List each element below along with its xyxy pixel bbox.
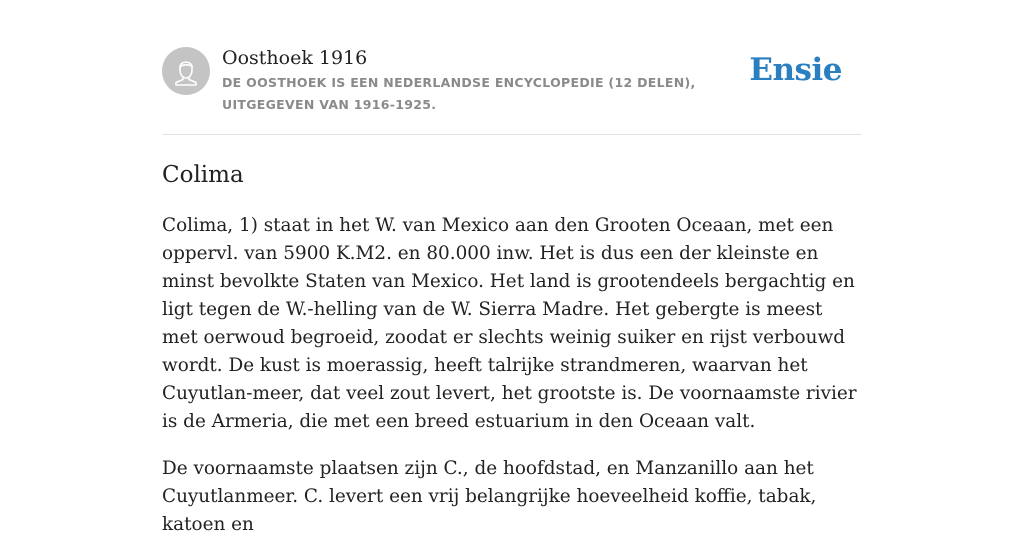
article-paragraph-1: Colima, 1) staat in het W. van Mexico aan den Grooten Oceaan, met een oppervl. van 5900 K.M2. en 80.000 inw. Het is dus een der kleinste en minst bevolkte Staten van Mexico. Het land is grootendeels bergachtig en ligt tegen de W.-helling van de W. Sierra Madre. Het gebergte is meest met oerwoud begroeid, zoodat er slechts weinig suiker en rijst verbouwd wordt. De kust is moerassig, heeft talrijke strandmeren, waarvan het Cuyutlan-meer, dat veel zout levert, het grootste is. De voornaamste rivier is de Armeria, die met een breed estuarium in den Oceaan valt. [162,215,857,432]
article-body [162,212,862,558]
source-description: DE OOSTHOEK IS EEN NEDERLANDSE ENCYCLOPEDIE (12 DELEN), UITGEGEVEN VAN 1916-1925. [222,75,696,112]
page-container [162,0,862,535]
ensie-logo[interactable]: Ensie [749,52,842,88]
user-silhouette-icon [162,47,210,95]
source-avatar[interactable] [162,47,210,95]
article-title: Colima [162,162,244,188]
source-header [162,0,862,135]
article-paragraph-2: De voornaamste plaatsen zijn C., de hoofdstad, en Manzanillo aan het Cuyutlanmeer. C. levert een vrij belangrijke hoeveelheid koffie, tabak, katoen en [162,458,817,535]
source-title[interactable]: Oosthoek 1916 [222,47,368,69]
